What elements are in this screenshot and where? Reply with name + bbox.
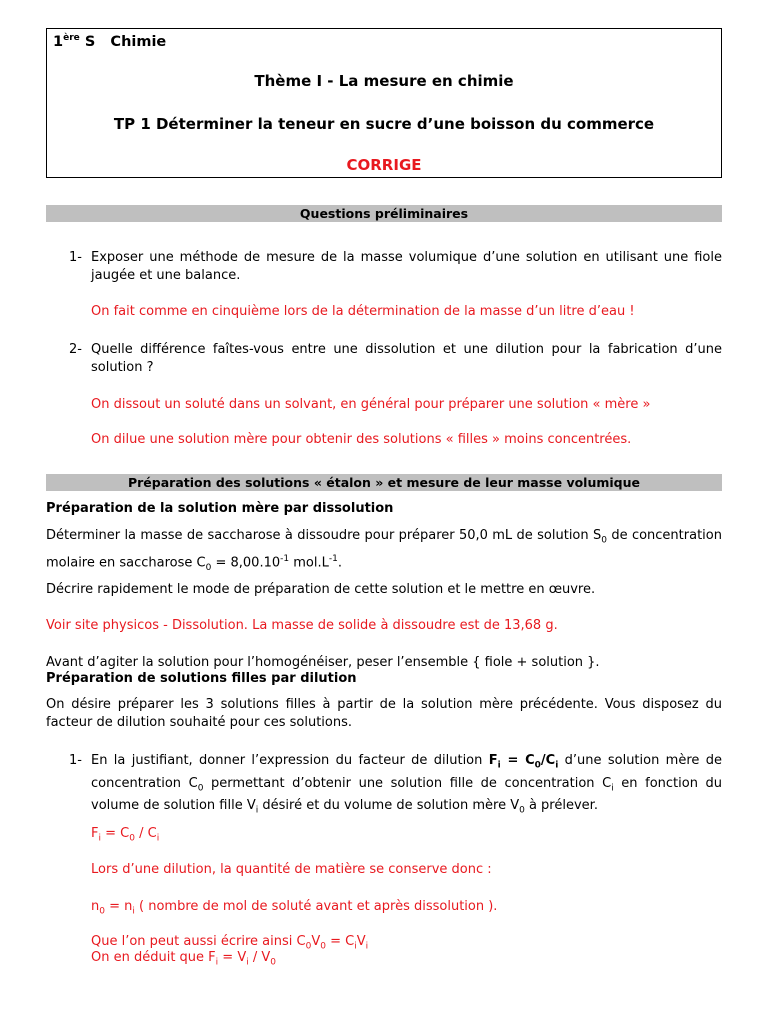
answer-formula-f: $F_i = C_0 / C_i$: [91, 826, 160, 844]
answer-1: On fait comme en cinquième lors de la détermination de la masse d’un litre d’eau !: [91, 304, 635, 319]
answer-conservation: Lors d’une dilution, la quantité de matière se conserve donc :: [91, 862, 492, 877]
paragraph-daughters: On désire préparer les 3 solutions filles à partir de la solution mère précédente. Vous disposez du facteur de dilution souhaité pour ces solutions.: [46, 697, 722, 730]
question-1-text: Exposer une méthode de mesure de la masse volumique d’une solution en utilisant une fiole jaugée et une balance.: [91, 250, 722, 283]
question-number: 2-: [69, 342, 82, 357]
answer-dissolution: Voir site physicos - Dissolution. La masse de solide à dissoudre est de 13,68 g.: [46, 618, 558, 633]
header-box: [46, 28, 722, 178]
answer-2b: On dilue une solution mère pour obtenir des solutions « filles » moins concentrées.: [91, 432, 632, 447]
section-band-preparation: Préparation des solutions « étalon » et mesure de leur masse volumique: [46, 474, 722, 491]
theme-title: Thème I - La mesure en chimie: [254, 72, 514, 90]
subheading-dilution: Préparation de solutions filles par dilution: [46, 671, 357, 686]
paragraph-weigh: Avant d’agiter la solution pour l’homogénéiser, peser l’ensemble { fiole + solution }.: [46, 655, 600, 670]
question-2-text: Quelle différence faîtes-vous entre une dissolution et une dilution pour la fabrication d’une solution ?: [91, 342, 722, 375]
subheading-dissolution: Préparation de la solution mère par dissolution: [46, 501, 394, 516]
answer-moles: $n_0 = n_i$ ( nombre de mol de soluté avant et après dissolution ).: [91, 899, 498, 917]
answer-c0v0: Que l’on peut aussi écrire ainsi $C_0V_0 = C_iV_i$: [91, 934, 369, 952]
answer-deduction: On en déduit que $F_i = V_i / V_0$: [91, 950, 277, 968]
section-band-preliminary: Questions préliminaires: [46, 205, 722, 222]
answer-2a: On dissout un soluté dans un solvant, en général pour préparer une solution « mère »: [91, 397, 651, 412]
question-number: 1-: [69, 250, 82, 265]
question-dilution-text: En la justifiant, donner l’expression du facteur de dilution $F_i = C_0/C_i$ d’une solution mère de concentration $C_0$ permettant d’obtenir une solution fille de concentration $C_i$ en fonction du volume de solution fille $V_i$ désiré et du volume de solution mère $V_0$ à prélever.: [91, 753, 722, 816]
tp-title: TP 1 Déterminer la teneur en sucre d’une boisson du commerce: [113, 115, 655, 133]
corrige-label: CORRIGE: [346, 156, 422, 174]
class-subject-line: 1ère S Chimie: [53, 33, 167, 50]
paragraph-mass: Déterminer la masse de saccharose à dissoudre pour préparer 50,0 mL de solution $S_0$ de concentration molaire en saccharose $C_0 = 8,00.10^{-1}$ $mol.L^{-1}$.: [46, 528, 722, 573]
paragraph-describe: Décrire rapidement le mode de préparation de cette solution et le mettre en œuvre.: [46, 582, 596, 597]
question-number: 1-: [69, 753, 82, 768]
